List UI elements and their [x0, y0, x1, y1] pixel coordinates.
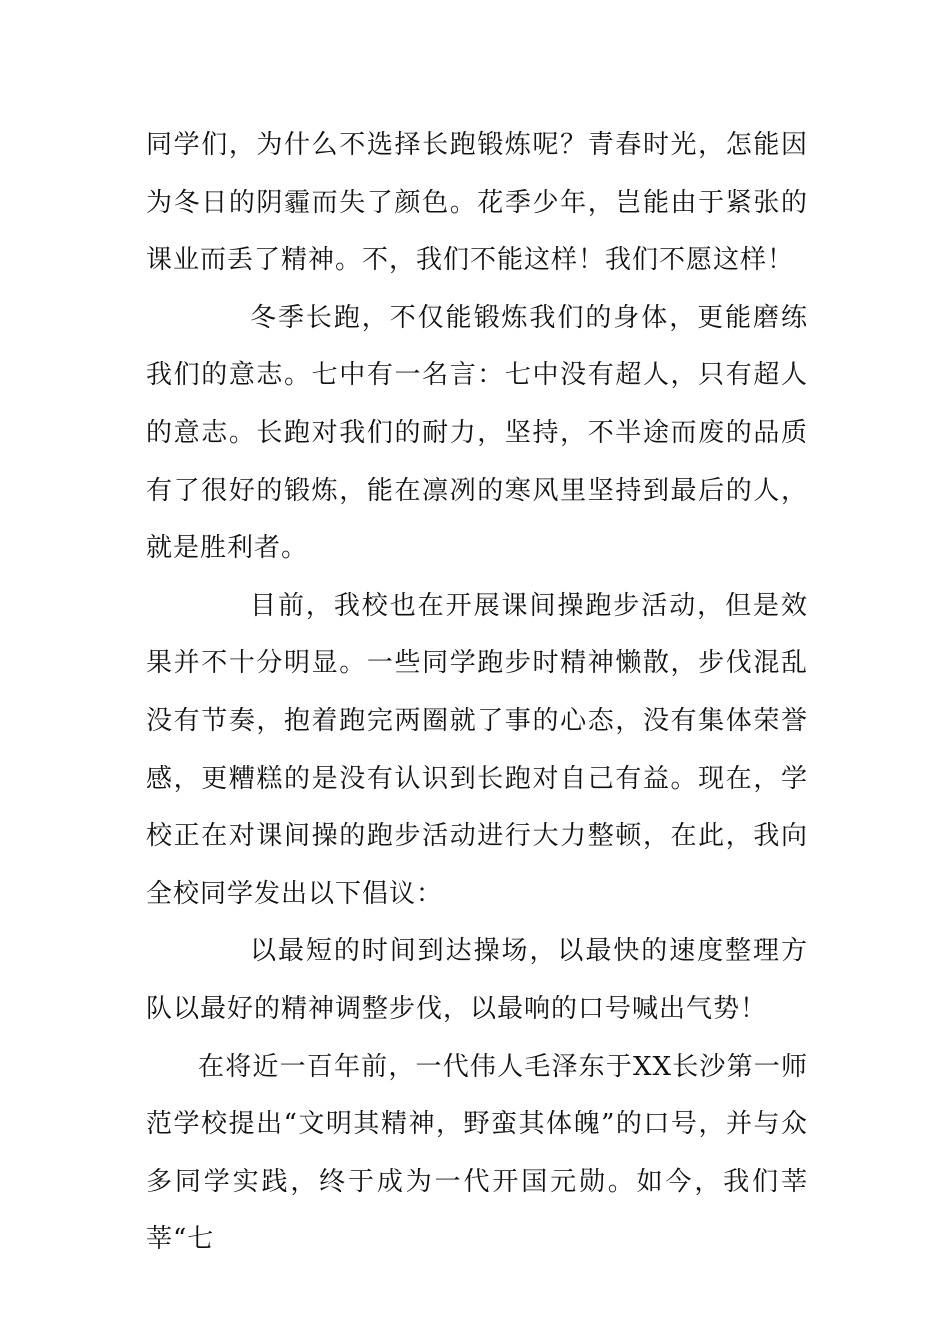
paragraph-5: 在将近一百年前，一代伟人毛泽东于XX长沙第一师范学校提出“文明其精神，野蛮其体魄”的口号，并与众多同学实践，终于成为一代开国元勋。如今，我们莘莘“七 [146, 1051, 808, 1255]
paragraph-4: 以最短的时间到达操场，以最快的速度整理方队以最好的精神调整步伐，以最响的口号喊出气势！ [146, 936, 808, 1024]
paragraph-1: 同学们，为什么不选择长跑锻炼呢？青春时光，怎能因为冬日的阴霾而失了颜色。花季少年，岂能由于紧张的课业而丢了精神。不，我们不能这样！我们不愿这样！ [146, 130, 808, 276]
paragraph-3: 目前，我校也在开展课间操跑步活动，但是效果并不十分明显。一些同学跑步时精神懒散，步伐混乱没有节奏，抱着跑完两圈就了事的心态，没有集体荣誉感，更糟糕的是没有认识到长跑对自己有益。现在，学校正在对课间操的跑步活动进行大力整顿，在此，我向全校同学发出以下倡议： [146, 590, 808, 909]
paragraph-2: 冬季长跑，不仅能锻炼我们的身体，更能磨练我们的意志。七中有一名言：七中没有超人，只有超人的意志。长跑对我们的耐力，坚持，不半途而废的品质有了很好的锻炼，能在凛冽的寒风里坚持到最后的人，就是胜利者。 [146, 302, 808, 564]
body-text [146, 117, 808, 1269]
